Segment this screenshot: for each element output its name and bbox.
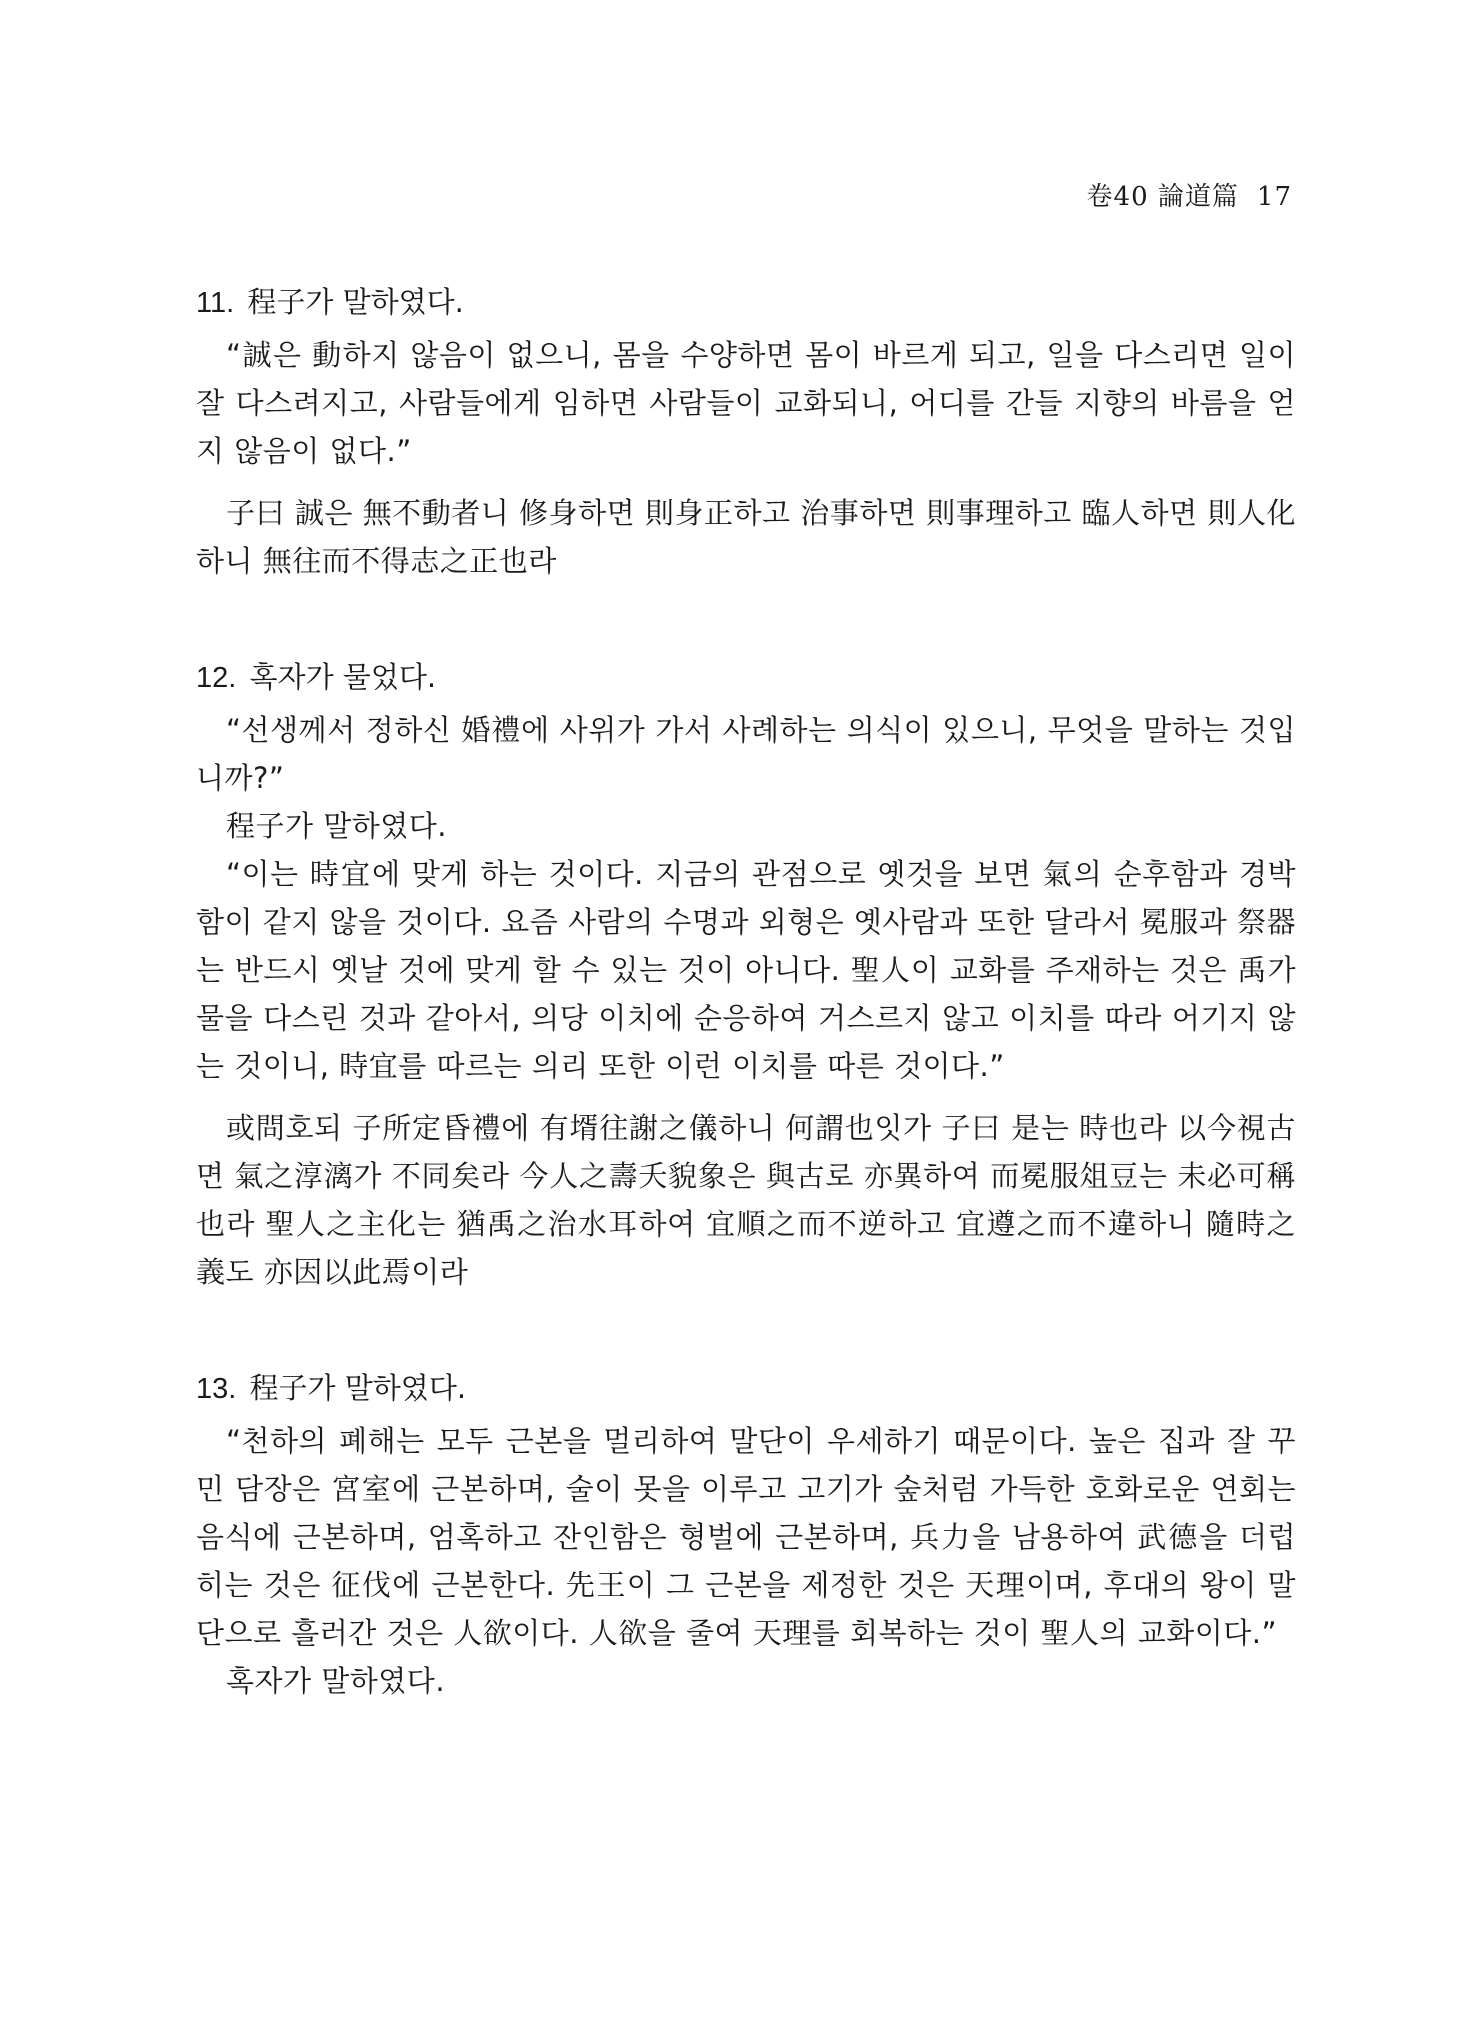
translation-paragraph: “선생께서 정하신 婚禮에 사위가 가서 사례하는 의식이 있으니, 무엇을 말하는 것입니까?” (196, 713, 1296, 795)
section-13 (196, 1364, 1296, 1705)
original-text: 子曰 誠은 無不動者니 修身하면 則身正하고 治事하면 則事理하고 臨人하면 則人化하니 無往而不得志之正也라 (196, 496, 1296, 578)
original-text: 或問호되 子所定昏禮에 有壻往謝之儀하니 何謂也잇가 子曰 是는 時也라 以今視古면 氣之淳漓가 不同矣라 今人之壽夭貌象은 與古로 亦異하여 而冕服俎豆는 未必可稱也라 聖人之主化는 猶禹之治水耳하여 宜順之而不逆하고 宜遵之而不違하니 隨時之義도 亦因以此焉이라 (196, 1111, 1296, 1289)
section-number: 11. (196, 287, 235, 319)
section-heading (196, 1364, 1296, 1413)
page-number: 17 (1256, 182, 1292, 212)
section-title: 혹자가 물었다. (249, 660, 437, 694)
section-heading (196, 278, 1296, 327)
translation-paragraph: “誠은 動하지 않음이 없으니, 몸을 수양하면 몸이 바르게 되고, 일을 다스리면 일이 잘 다스려지고, 사람들에게 임하면 사람들이 교화되니, 어디를 간들 지향의 바름을 얻지 않음이 없다.” (196, 338, 1296, 468)
section-12 (196, 653, 1296, 1296)
translation-paragraph: 혹자가 말하였다. (226, 1664, 446, 1698)
translation-paragraph: “이는 時宜에 맞게 하는 것이다. 지금의 관점으로 옛것을 보면 氣의 순후함과 경박함이 같지 않을 것이다. 요즘 사람의 수명과 외형은 옛사람과 또한 달라서 冕服과 祭器는 반드시 옛날 것에 맞게 할 수 있는 것이 아니다. 聖人이 교화를 주재하는 것은 禹가 물을 다스린 것과 같아서, 의당 이치에 순응하여 거스르지 않고 이치를 따라 어기지 않는 것이니, 時宜를 따르는 의리 또한 이런 이치를 따른 것이다.” (196, 857, 1296, 1083)
section-number: 12. (196, 662, 237, 694)
translation-paragraph: 程子가 말하였다. (226, 809, 448, 843)
header-title: 卷40 論道篇 (1086, 182, 1239, 212)
section-heading (196, 653, 1296, 702)
section-title: 程子가 말하였다. (247, 285, 464, 319)
section-title: 程子가 말하였다. (249, 1371, 467, 1405)
section-11 (196, 278, 1296, 585)
section-number: 13. (196, 1373, 237, 1405)
running-header (1087, 176, 1292, 213)
translation-paragraph: “천하의 폐해는 모두 근본을 멀리하여 말단이 우세하기 때문이다. 높은 집과 잘 꾸민 담장은 宮室에 근본하며, 술이 못을 이루고 고기가 숲처럼 가득한 호화로운 연회는 음식에 근본하며, 엄혹하고 잔인함은 형벌에 근본하며, 兵力을 남용하여 武德을 더럽히는 것은 征伐에 근본한다. 先王이 그 근본을 제정한 것은 天理이며, 후대의 왕이 말단으로 흘러간 것은 人欲이다. 人欲을 줄여 天理를 회복하는 것이 聖人의 교화이다.” (196, 1424, 1296, 1650)
body-text (196, 278, 1296, 1705)
